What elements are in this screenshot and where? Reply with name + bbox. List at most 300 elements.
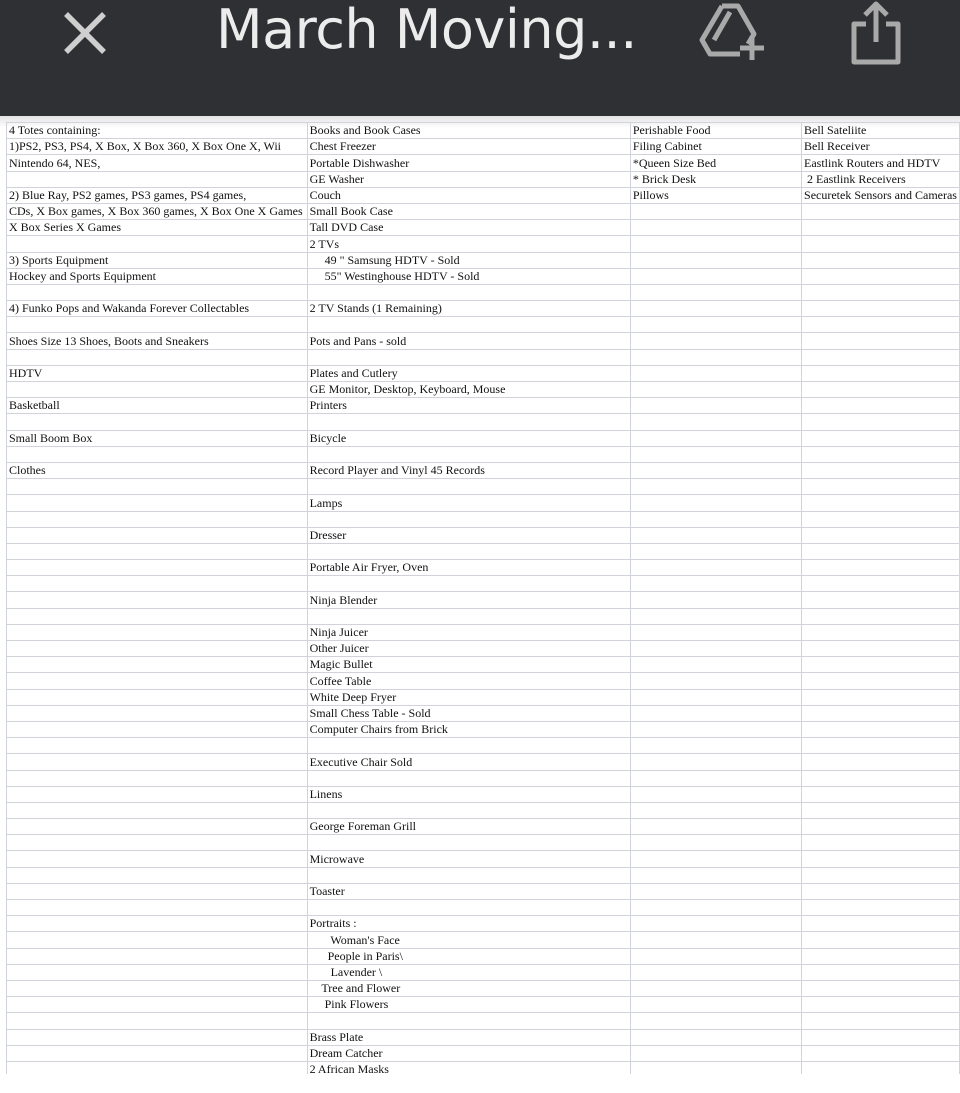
table-cell[interactable] [802,349,960,365]
table-cell[interactable]: 1)PS2, PS3, PS4, X Box, X Box 360, X Box One X, Wii [7,139,308,155]
table-cell[interactable] [802,624,960,640]
table-cell[interactable]: Chest Freezer [307,139,630,155]
table-cell[interactable] [7,883,308,899]
share-export-button[interactable] [846,0,906,70]
table-cell[interactable] [307,802,630,818]
table-cell[interactable] [630,964,801,980]
table-cell[interactable] [802,268,960,284]
table-cell[interactable] [7,1029,308,1045]
table-cell[interactable]: 3) Sports Equipment [7,252,308,268]
table-cell[interactable] [630,835,801,851]
table-cell[interactable] [7,527,308,543]
table-cell[interactable] [630,1061,801,1074]
table-cell[interactable] [7,770,308,786]
table-cell[interactable] [802,964,960,980]
table-cell[interactable] [630,398,801,414]
table-cell[interactable] [7,543,308,559]
table-cell[interactable] [630,252,801,268]
add-to-drive-button[interactable] [694,0,770,66]
table-cell[interactable] [307,543,630,559]
table-row [7,511,960,527]
table-cell[interactable]: Hockey and Sports Equipment [7,268,308,284]
table-cell[interactable] [630,754,801,770]
table-cell[interactable] [307,835,630,851]
table-row [7,964,960,980]
table-cell[interactable] [7,980,308,996]
table-cell[interactable] [630,770,801,786]
table-cell[interactable]: Other Juicer [307,641,630,657]
table-cell[interactable] [307,900,630,916]
close-icon [58,6,112,60]
table-cell[interactable]: Pots and Pans - sold [307,333,630,349]
table-cell[interactable] [802,414,960,430]
table-cell[interactable] [7,900,308,916]
table-cell[interactable] [7,560,308,576]
table-cell[interactable]: George Foreman Grill [307,819,630,835]
close-button[interactable] [58,6,112,60]
table-cell[interactable] [7,592,308,608]
table-cell[interactable]: 4) Funko Pops and Wakanda Forever Collectables [7,301,308,317]
table-cell[interactable]: White Deep Fryer [307,689,630,705]
table-cell[interactable] [630,657,801,673]
table-cell[interactable] [802,738,960,754]
table-cell[interactable] [307,867,630,883]
table-cell[interactable] [630,414,801,430]
table-cell[interactable]: Record Player and Vinyl 45 Records [307,462,630,478]
table-row [7,171,960,187]
table-cell[interactable] [630,560,801,576]
table-row [7,900,960,916]
table-cell[interactable]: Ninja Juicer [307,624,630,640]
table-row [7,268,960,284]
table-cell[interactable] [630,689,801,705]
table-cell[interactable] [802,236,960,252]
table-cell[interactable]: Basketball [7,398,308,414]
table-cell[interactable] [630,527,801,543]
table-cell[interactable] [630,1029,801,1045]
table-cell[interactable]: Bicycle [307,430,630,446]
table-row [7,770,960,786]
table-row [7,284,960,300]
table-cell[interactable] [802,252,960,268]
table-cell[interactable] [802,851,960,867]
table-cell[interactable]: Toaster [307,883,630,899]
table-cell[interactable] [7,802,308,818]
table-cell[interactable] [802,333,960,349]
table-cell[interactable] [307,770,630,786]
table-row [7,1045,960,1061]
table-cell[interactable] [7,705,308,721]
table-cell[interactable] [802,673,960,689]
table-row [7,365,960,381]
table-cell[interactable]: Lavender \ [307,964,630,980]
table-cell[interactable]: Dream Catcher [307,1045,630,1061]
table-cell[interactable] [802,608,960,624]
table-cell[interactable] [802,1013,960,1029]
table-cell[interactable] [802,560,960,576]
document-title: March Moving... [216,0,637,61]
table-cell[interactable]: Tall DVD Case [307,220,630,236]
table-cell[interactable] [802,657,960,673]
table-cell[interactable] [7,867,308,883]
table-cell[interactable] [7,997,308,1013]
table-cell[interactable] [802,479,960,495]
table-cell[interactable] [7,317,308,333]
table-cell[interactable]: Bell Sateliite [802,123,960,139]
table-row [7,689,960,705]
table-row [7,738,960,754]
table-cell[interactable]: 2) Blue Ray, PS2 games, PS3 games, PS4 games, [7,187,308,203]
table-cell[interactable] [630,236,801,252]
table-cell[interactable] [802,997,960,1013]
table-cell[interactable] [802,511,960,527]
table-row [7,446,960,462]
table-row [7,883,960,899]
table-cell[interactable]: X Box Series X Games [7,220,308,236]
table-cell[interactable]: 2 TVs [307,236,630,252]
table-cell[interactable]: 4 Totes containing: [7,123,308,139]
table-cell[interactable] [630,738,801,754]
table-cell[interactable] [802,705,960,721]
table-cell[interactable]: 2 TV Stands (1 Remaining) [307,301,630,317]
table-cell[interactable]: Magic Bullet [307,657,630,673]
table-row [7,608,960,624]
table-cell[interactable]: Pillows [630,187,801,203]
table-cell[interactable] [802,786,960,802]
table-row [7,657,960,673]
table-cell[interactable] [630,624,801,640]
table-cell[interactable]: 55" Westinghouse HDTV - Sold [307,268,630,284]
table-cell[interactable] [802,382,960,398]
table-row [7,673,960,689]
table-cell[interactable] [7,479,308,495]
table-row [7,527,960,543]
table-row [7,948,960,964]
table-cell[interactable]: Clothes [7,462,308,478]
table-cell[interactable] [802,365,960,381]
table-cell[interactable] [630,430,801,446]
table-row [7,139,960,155]
table-cell[interactable] [630,317,801,333]
table-cell[interactable] [630,1013,801,1029]
table-cell[interactable] [630,479,801,495]
table-cell[interactable] [802,592,960,608]
table-cell[interactable] [802,948,960,964]
table-cell[interactable] [802,819,960,835]
table-cell[interactable] [7,511,308,527]
table-cell[interactable] [802,317,960,333]
table-cell[interactable] [630,576,801,592]
table-cell[interactable]: * Brick Desk [630,171,801,187]
table-cell[interactable] [7,948,308,964]
table-cell[interactable] [7,171,308,187]
table-row [7,398,960,414]
table-cell[interactable] [7,236,308,252]
table-row [7,1029,960,1045]
drive-add-icon [694,0,770,66]
table-cell[interactable] [802,576,960,592]
table-cell[interactable] [7,1045,308,1061]
table-cell[interactable] [630,980,801,996]
table-cell[interactable] [630,851,801,867]
table-row [7,301,960,317]
table-cell[interactable] [7,754,308,770]
table-cell[interactable]: Brass Plate [307,1029,630,1045]
table-cell[interactable]: Shoes Size 13 Shoes, Boots and Sneakers [7,333,308,349]
table-cell[interactable]: Portable Air Fryer, Oven [307,560,630,576]
table-cell[interactable] [630,365,801,381]
table-cell[interactable] [802,203,960,219]
table-cell[interactable] [7,1013,308,1029]
table-cell[interactable] [7,1061,308,1074]
spreadsheet-table [6,122,960,1074]
table-cell[interactable] [630,543,801,559]
table-cell[interactable]: CDs, X Box games, X Box 360 games, X Box One X Games [7,203,308,219]
table-cell[interactable] [7,673,308,689]
spreadsheet-grid[interactable] [6,122,960,1074]
table-cell[interactable] [630,268,801,284]
table-cell[interactable]: HDTV [7,365,308,381]
table-cell[interactable]: Microwave [307,851,630,867]
table-cell[interactable] [7,721,308,737]
table-cell[interactable] [630,382,801,398]
table-cell[interactable] [307,608,630,624]
table-cell[interactable] [630,446,801,462]
table-cell[interactable] [802,689,960,705]
table-cell[interactable] [630,333,801,349]
table-cell[interactable] [307,1013,630,1029]
table-cell[interactable] [630,883,801,899]
table-cell[interactable] [802,802,960,818]
table-cell[interactable] [802,1045,960,1061]
table-cell[interactable]: 49 " Samsung HDTV - Sold [307,252,630,268]
table-row [7,641,960,657]
table-row [7,1061,960,1074]
table-cell[interactable]: Dresser [307,527,630,543]
table-cell[interactable] [802,398,960,414]
table-cell[interactable] [802,932,960,948]
table-cell[interactable] [630,284,801,300]
table-cell[interactable] [7,382,308,398]
table-cell[interactable] [307,511,630,527]
table-cell[interactable] [630,495,801,511]
table-row [7,819,960,835]
table-cell[interactable]: Couch [307,187,630,203]
table-cell[interactable] [7,916,308,932]
table-cell[interactable] [307,284,630,300]
table-cell[interactable] [7,738,308,754]
table-cell[interactable]: Tree and Flower [307,980,630,996]
table-row [7,932,960,948]
table-cell[interactable] [7,835,308,851]
table-row [7,252,960,268]
table-cell[interactable] [802,883,960,899]
table-cell[interactable]: *Queen Size Bed [630,155,801,171]
table-row [7,333,960,349]
table-row [7,479,960,495]
table-cell[interactable] [630,608,801,624]
table-cell[interactable]: Perishable Food [630,123,801,139]
table-cell[interactable]: Eastlink Routers and HDTV [802,155,960,171]
table-row [7,786,960,802]
table-cell[interactable] [307,479,630,495]
table-cell[interactable] [802,495,960,511]
table-cell[interactable]: Small Chess Table - Sold [307,705,630,721]
table-cell[interactable] [630,819,801,835]
table-row [7,187,960,203]
table-row [7,495,960,511]
table-cell[interactable]: People in Paris\ [307,948,630,964]
table-cell[interactable] [630,932,801,948]
table-row [7,430,960,446]
table-cell[interactable]: Linens [307,786,630,802]
table-cell[interactable] [630,997,801,1013]
table-cell[interactable]: Books and Book Cases [307,123,630,139]
table-cell[interactable]: Printers [307,398,630,414]
table-cell[interactable] [802,543,960,559]
table-cell[interactable] [307,576,630,592]
table-cell[interactable]: 2 Eastlink Receivers [802,171,960,187]
table-cell[interactable] [7,414,308,430]
table-row [7,592,960,608]
table-cell[interactable] [802,835,960,851]
table-cell[interactable] [7,284,308,300]
table-cell[interactable] [802,462,960,478]
table-cell[interactable] [630,802,801,818]
table-cell[interactable]: Coffee Table [307,673,630,689]
table-cell[interactable] [630,462,801,478]
table-cell[interactable] [630,948,801,964]
table-cell[interactable] [802,527,960,543]
table-cell[interactable]: Portable Dishwasher [307,155,630,171]
table-cell[interactable] [7,641,308,657]
table-cell[interactable] [307,738,630,754]
table-cell[interactable] [307,414,630,430]
table-cell[interactable] [307,317,630,333]
table-row [7,203,960,219]
table-row [7,317,960,333]
table-cell[interactable]: Bell Receiver [802,139,960,155]
table-row [7,835,960,851]
table-cell[interactable]: Nintendo 64, NES, [7,155,308,171]
table-cell[interactable] [802,641,960,657]
table-cell[interactable] [7,964,308,980]
share-export-icon [846,0,906,70]
table-cell[interactable] [802,446,960,462]
table-cell[interactable] [630,900,801,916]
table-cell[interactable] [7,786,308,802]
table-row [7,236,960,252]
table-cell[interactable] [630,705,801,721]
table-cell[interactable] [630,786,801,802]
table-cell[interactable] [7,624,308,640]
table-cell[interactable]: Woman's Face [307,932,630,948]
table-cell[interactable] [7,576,308,592]
table-cell[interactable]: Executive Chair Sold [307,754,630,770]
table-cell[interactable] [802,220,960,236]
table-cell[interactable] [630,592,801,608]
table-cell[interactable] [630,1045,801,1061]
table-cell[interactable] [802,430,960,446]
table-cell[interactable] [7,608,308,624]
table-cell[interactable] [7,446,308,462]
table-row [7,867,960,883]
table-cell[interactable] [802,301,960,317]
table-cell[interactable] [630,203,801,219]
table-cell[interactable] [802,1029,960,1045]
table-cell[interactable]: Portraits : [307,916,630,932]
table-cell[interactable]: Computer Chairs from Brick [307,721,630,737]
table-row [7,220,960,236]
table-row [7,980,960,996]
table-cell[interactable]: GE Washer [307,171,630,187]
table-cell[interactable] [630,673,801,689]
table-cell[interactable] [630,220,801,236]
table-cell[interactable] [7,495,308,511]
table-cell[interactable] [7,349,308,365]
table-cell[interactable]: 2 African Masks [307,1061,630,1074]
table-cell[interactable]: Small Boom Box [7,430,308,446]
table-cell[interactable] [802,770,960,786]
table-cell[interactable] [307,446,630,462]
table-cell[interactable] [802,721,960,737]
top-app-bar [0,0,960,116]
table-cell[interactable] [7,689,308,705]
table-cell[interactable] [802,284,960,300]
table-cell[interactable] [802,867,960,883]
table-cell[interactable]: Lamps [307,495,630,511]
table-cell[interactable]: Securetek Sensors and Cameras [802,187,960,203]
table-cell[interactable] [802,980,960,996]
table-cell[interactable]: Ninja Blender [307,592,630,608]
table-cell[interactable]: Filing Cabinet [630,139,801,155]
table-cell[interactable] [630,349,801,365]
table-cell[interactable] [802,754,960,770]
table-row [7,382,960,398]
table-cell[interactable]: GE Monitor, Desktop, Keyboard, Mouse [307,382,630,398]
table-cell[interactable] [7,851,308,867]
table-cell[interactable] [802,900,960,916]
table-cell[interactable]: Plates and Cutlery [307,365,630,381]
table-row [7,851,960,867]
table-cell[interactable] [630,641,801,657]
table-cell[interactable] [630,916,801,932]
table-cell[interactable] [7,657,308,673]
table-row [7,997,960,1013]
table-cell[interactable]: Small Book Case [307,203,630,219]
table-cell[interactable] [802,1061,960,1074]
table-row [7,414,960,430]
table-row [7,916,960,932]
table-row [7,560,960,576]
table-cell[interactable] [802,916,960,932]
table-row [7,802,960,818]
table-row [7,1013,960,1029]
table-cell[interactable] [7,819,308,835]
table-row [7,624,960,640]
table-row [7,462,960,478]
table-row [7,543,960,559]
table-cell[interactable] [307,349,630,365]
table-cell[interactable] [630,867,801,883]
table-cell[interactable]: Pink Flowers [307,997,630,1013]
table-cell[interactable] [7,932,308,948]
table-row [7,123,960,139]
table-cell[interactable] [630,301,801,317]
table-cell[interactable] [630,511,801,527]
table-row [7,721,960,737]
table-cell[interactable] [630,721,801,737]
